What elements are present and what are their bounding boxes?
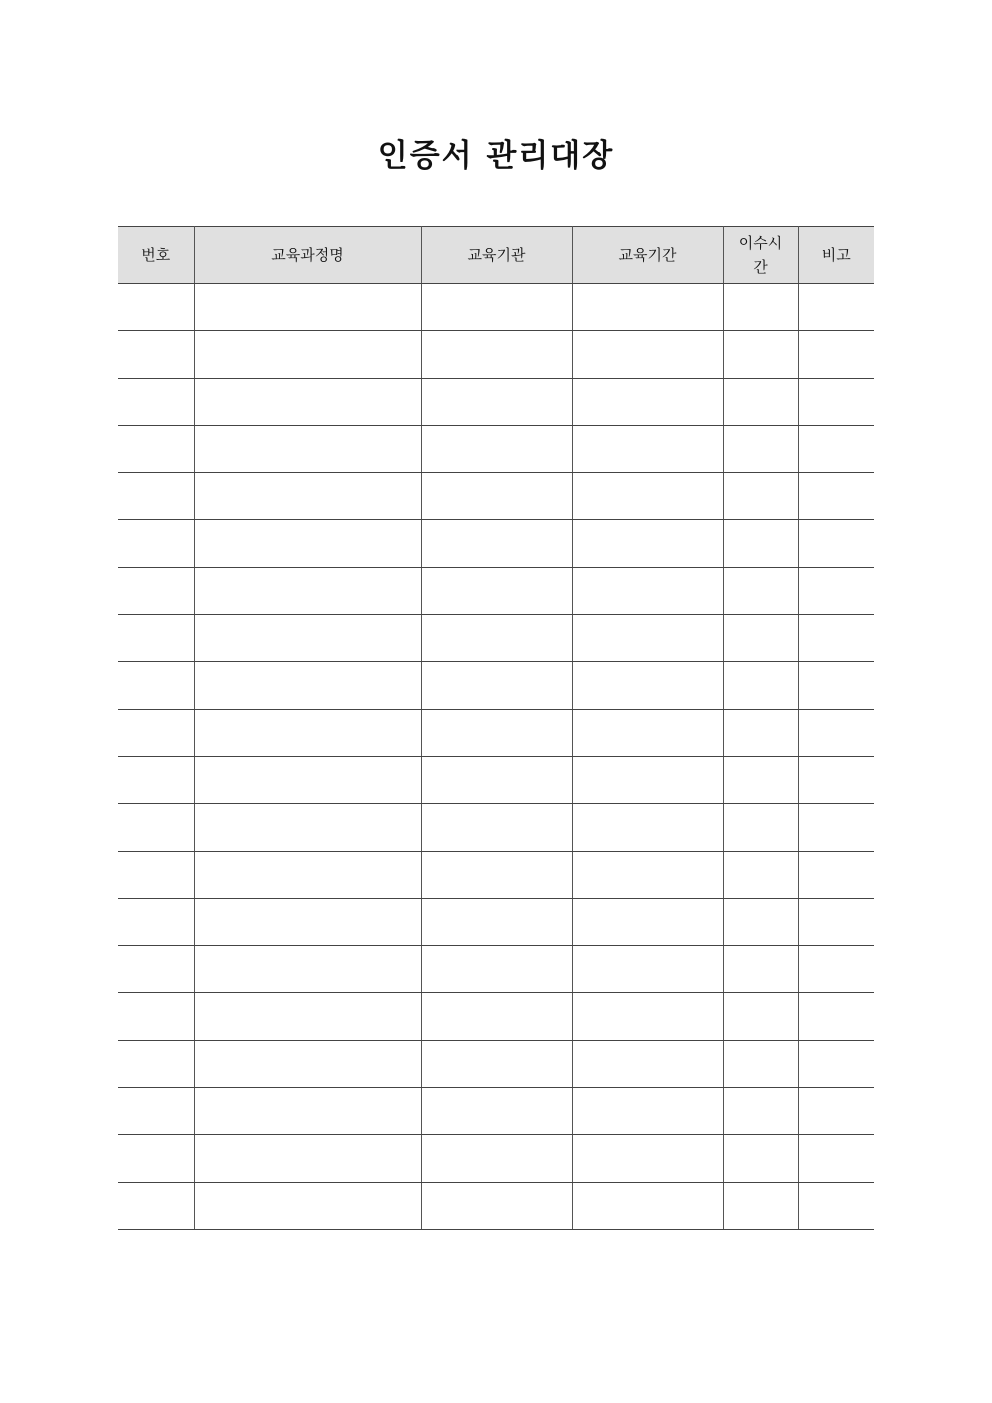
cell-period[interactable]	[572, 1088, 723, 1135]
cell-institution[interactable]	[421, 662, 572, 709]
table-row	[118, 898, 874, 945]
certificate-register-table	[118, 226, 874, 1230]
cell-period[interactable]	[572, 520, 723, 567]
cell-institution[interactable]	[421, 378, 572, 425]
cell-institution[interactable]	[421, 331, 572, 378]
table-row	[118, 851, 874, 898]
cell-course-name[interactable]	[194, 1182, 421, 1229]
table-row	[118, 1088, 874, 1135]
cell-institution[interactable]	[421, 898, 572, 945]
cell-number[interactable]	[118, 662, 194, 709]
cell-course-name[interactable]	[194, 804, 421, 851]
header-completion-hours: 이수시간	[723, 227, 798, 284]
table-row	[118, 567, 874, 614]
cell-remarks[interactable]	[798, 615, 874, 662]
cell-number[interactable]	[118, 615, 194, 662]
cell-completion-hours[interactable]	[723, 615, 798, 662]
cell-number[interactable]	[118, 804, 194, 851]
cell-completion-hours[interactable]	[723, 1040, 798, 1087]
cell-number[interactable]	[118, 993, 194, 1040]
cell-remarks[interactable]	[798, 662, 874, 709]
cell-institution[interactable]	[421, 804, 572, 851]
cell-institution[interactable]	[421, 1135, 572, 1182]
table-row	[118, 662, 874, 709]
cell-number[interactable]	[118, 946, 194, 993]
cell-course-name[interactable]	[194, 756, 421, 803]
table-row	[118, 473, 874, 520]
cell-period[interactable]	[572, 662, 723, 709]
cell-period[interactable]	[572, 851, 723, 898]
cell-course-name[interactable]	[194, 284, 421, 331]
cell-institution[interactable]	[421, 709, 572, 756]
cell-period[interactable]	[572, 804, 723, 851]
register-body	[118, 284, 874, 1230]
cell-remarks[interactable]	[798, 520, 874, 567]
cell-completion-hours[interactable]	[723, 1182, 798, 1229]
cell-remarks[interactable]	[798, 804, 874, 851]
table-row	[118, 331, 874, 378]
table-row	[118, 615, 874, 662]
cell-course-name[interactable]	[194, 520, 421, 567]
table-row	[118, 378, 874, 425]
cell-course-name[interactable]	[194, 662, 421, 709]
cell-institution[interactable]	[421, 756, 572, 803]
cell-completion-hours[interactable]	[723, 1135, 798, 1182]
cell-institution[interactable]	[421, 473, 572, 520]
cell-course-name[interactable]	[194, 331, 421, 378]
cell-period[interactable]	[572, 567, 723, 614]
cell-institution[interactable]	[421, 615, 572, 662]
cell-completion-hours[interactable]	[723, 284, 798, 331]
cell-completion-hours[interactable]	[723, 473, 798, 520]
cell-remarks[interactable]	[798, 709, 874, 756]
cell-period[interactable]	[572, 473, 723, 520]
cell-period[interactable]	[572, 425, 723, 472]
cell-institution[interactable]	[421, 567, 572, 614]
cell-course-name[interactable]	[194, 615, 421, 662]
header-period: 교육기간	[572, 227, 723, 284]
cell-institution[interactable]	[421, 1088, 572, 1135]
cell-number[interactable]	[118, 756, 194, 803]
cell-remarks[interactable]	[798, 993, 874, 1040]
cell-course-name[interactable]	[194, 898, 421, 945]
cell-number[interactable]	[118, 425, 194, 472]
cell-period[interactable]	[572, 898, 723, 945]
cell-number[interactable]	[118, 709, 194, 756]
cell-period[interactable]	[572, 331, 723, 378]
table-row	[118, 1135, 874, 1182]
cell-completion-hours[interactable]	[723, 851, 798, 898]
cell-completion-hours[interactable]	[723, 898, 798, 945]
cell-institution[interactable]	[421, 946, 572, 993]
cell-number[interactable]	[118, 898, 194, 945]
table-row	[118, 804, 874, 851]
cell-institution[interactable]	[421, 284, 572, 331]
cell-period[interactable]	[572, 378, 723, 425]
cell-course-name[interactable]	[194, 946, 421, 993]
cell-completion-hours[interactable]	[723, 331, 798, 378]
cell-completion-hours[interactable]	[723, 709, 798, 756]
cell-remarks[interactable]	[798, 284, 874, 331]
cell-remarks[interactable]	[798, 425, 874, 472]
cell-course-name[interactable]	[194, 709, 421, 756]
cell-number[interactable]	[118, 520, 194, 567]
cell-completion-hours[interactable]	[723, 567, 798, 614]
cell-course-name[interactable]	[194, 1135, 421, 1182]
cell-institution[interactable]	[421, 851, 572, 898]
cell-number[interactable]	[118, 1040, 194, 1087]
cell-number[interactable]	[118, 378, 194, 425]
header-course-name: 교육과정명	[194, 227, 421, 284]
cell-number[interactable]	[118, 851, 194, 898]
cell-remarks[interactable]	[798, 756, 874, 803]
cell-remarks[interactable]	[798, 473, 874, 520]
cell-number[interactable]	[118, 567, 194, 614]
cell-period[interactable]	[572, 993, 723, 1040]
table-row	[118, 284, 874, 331]
cell-completion-hours[interactable]	[723, 946, 798, 993]
table-row	[118, 1040, 874, 1087]
cell-remarks[interactable]	[798, 851, 874, 898]
cell-completion-hours[interactable]	[723, 425, 798, 472]
cell-completion-hours[interactable]	[723, 1088, 798, 1135]
cell-institution[interactable]	[421, 1182, 572, 1229]
cell-course-name[interactable]	[194, 567, 421, 614]
cell-remarks[interactable]	[798, 1182, 874, 1229]
cell-period[interactable]	[572, 284, 723, 331]
table-row	[118, 993, 874, 1040]
header-number: 번호	[118, 227, 194, 284]
cell-course-name[interactable]	[194, 378, 421, 425]
cell-period[interactable]	[572, 1182, 723, 1229]
cell-number[interactable]	[118, 1088, 194, 1135]
cell-course-name[interactable]	[194, 473, 421, 520]
cell-completion-hours[interactable]	[723, 756, 798, 803]
cell-period[interactable]	[572, 709, 723, 756]
table-row	[118, 946, 874, 993]
cell-number[interactable]	[118, 1182, 194, 1229]
cell-course-name[interactable]	[194, 993, 421, 1040]
cell-completion-hours[interactable]	[723, 662, 798, 709]
cell-period[interactable]	[572, 1040, 723, 1087]
cell-remarks[interactable]	[798, 946, 874, 993]
table-row	[118, 709, 874, 756]
table-row	[118, 425, 874, 472]
cell-completion-hours[interactable]	[723, 378, 798, 425]
cell-institution[interactable]	[421, 520, 572, 567]
cell-course-name[interactable]	[194, 1040, 421, 1087]
cell-institution[interactable]	[421, 425, 572, 472]
cell-number[interactable]	[118, 473, 194, 520]
table-row	[118, 1182, 874, 1229]
document-title: 인증서 관리대장	[377, 138, 615, 174]
cell-institution[interactable]	[421, 993, 572, 1040]
cell-course-name[interactable]	[194, 425, 421, 472]
cell-number[interactable]	[118, 284, 194, 331]
cell-remarks[interactable]	[798, 1040, 874, 1087]
cell-remarks[interactable]	[798, 567, 874, 614]
cell-period[interactable]	[572, 946, 723, 993]
header-row	[118, 227, 874, 284]
header-remarks: 비고	[798, 227, 874, 284]
cell-period[interactable]	[572, 615, 723, 662]
table-row	[118, 520, 874, 567]
cell-course-name[interactable]	[194, 1088, 421, 1135]
cell-course-name[interactable]	[194, 851, 421, 898]
cell-completion-hours[interactable]	[723, 993, 798, 1040]
cell-remarks[interactable]	[798, 1135, 874, 1182]
cell-number[interactable]	[118, 331, 194, 378]
cell-remarks[interactable]	[798, 1088, 874, 1135]
cell-period[interactable]	[572, 756, 723, 803]
cell-completion-hours[interactable]	[723, 804, 798, 851]
cell-completion-hours[interactable]	[723, 520, 798, 567]
cell-institution[interactable]	[421, 1040, 572, 1087]
cell-remarks[interactable]	[798, 378, 874, 425]
cell-period[interactable]	[572, 1135, 723, 1182]
cell-remarks[interactable]	[798, 898, 874, 945]
table-row	[118, 756, 874, 803]
cell-number[interactable]	[118, 1135, 194, 1182]
header-institution: 교육기관	[421, 227, 572, 284]
cell-remarks[interactable]	[798, 331, 874, 378]
